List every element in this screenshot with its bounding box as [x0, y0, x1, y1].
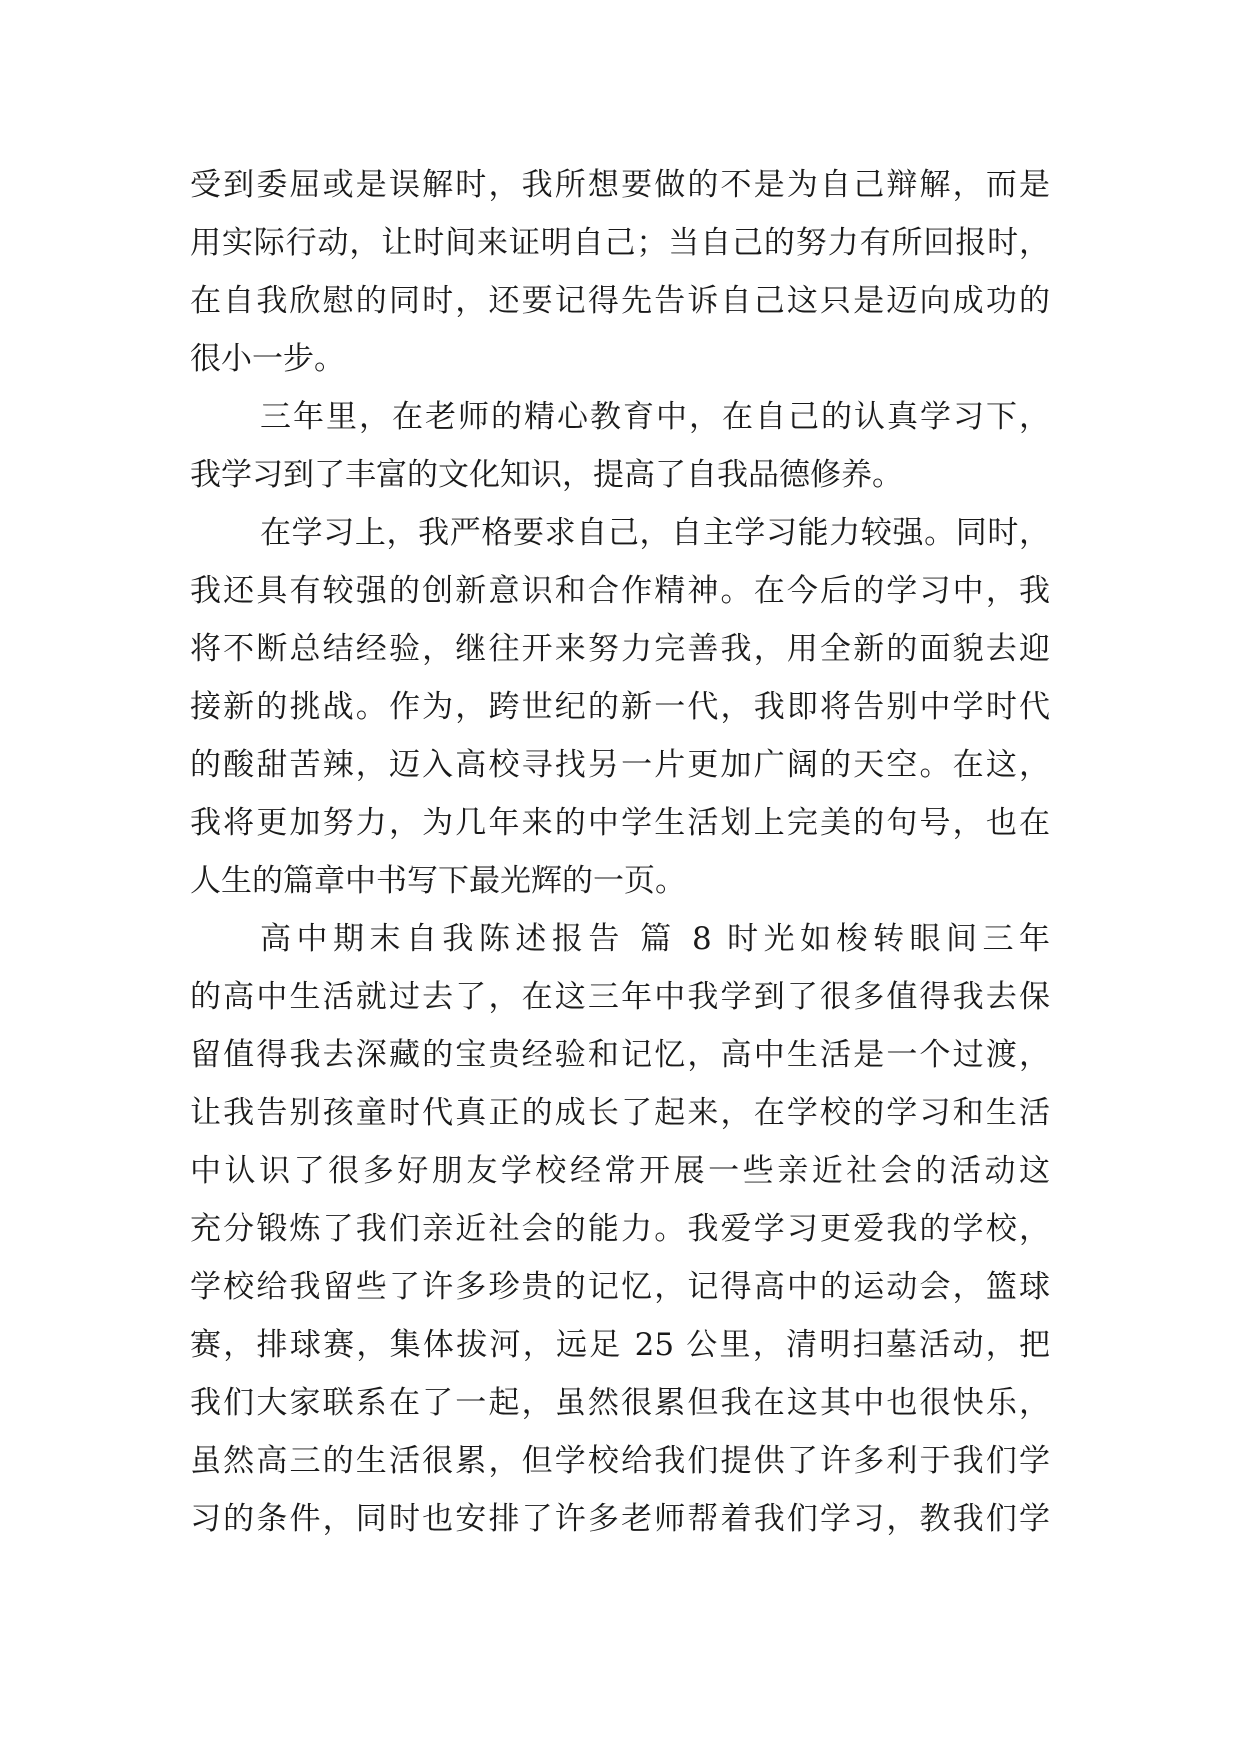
text-line: 人生的篇章中书写下最光辉的一页。: [190, 863, 686, 899]
paragraph: [190, 388, 1050, 504]
text-line: 我还具有较强的创新意识和合作精神。在今后的学习中，我: [190, 573, 1050, 609]
text-line: 虽然高三的生活很累，但学校给我们提供了许多利于我们学: [190, 1443, 1050, 1479]
text-line: 充分锻炼了我们亲近社会的能力。我爱学习更爱我的学校，: [190, 1211, 1050, 1247]
text-line: 赛，排球赛，集体拔河，远足 25 公里，清明扫墓活动，把: [190, 1327, 1050, 1363]
paragraph: [190, 504, 1050, 910]
text-line: 中认识了很多好朋友学校经常开展一些亲近社会的活动这: [190, 1153, 1050, 1189]
text-line: 学校给我留些了许多珍贵的记忆，记得高中的运动会，篮球: [190, 1269, 1050, 1305]
text-line: 让我告别孩童时代真正的成长了起来，在学校的学习和生活: [190, 1095, 1050, 1131]
paragraph: [190, 156, 1050, 388]
text-line: 在学习上，我严格要求自己，自主学习能力较强。同时，: [260, 515, 1050, 551]
text-line: 我将更加努力，为几年来的中学生活划上完美的句号，也在: [190, 805, 1050, 841]
text-line: 将不断总结经验，继往开来努力完善我，用全新的面貌去迎: [190, 631, 1050, 667]
text-line: 的酸甜苦辣，迈入高校寻找另一片更加广阔的天空。在这，: [190, 747, 1050, 783]
text-line: 在自我欣慰的同时，还要记得先告诉自己这只是迈向成功的: [190, 283, 1050, 319]
text-line: 我们大家联系在了一起，虽然很累但我在这其中也很快乐，: [190, 1385, 1050, 1421]
text-line: 我学习到了丰富的文化知识，提高了自我品德修养。: [190, 457, 903, 493]
text-line: 用实际行动，让时间来证明自己；当自己的努力有所回报时，: [190, 225, 1050, 261]
text-line: 很小一步。: [190, 341, 345, 377]
text-line: 高中期末自我陈述报告 篇 8 时光如梭转眼间三年: [260, 921, 1050, 957]
text-line: 留值得我去深藏的宝贵经验和记忆，高中生活是一个过渡，: [190, 1037, 1050, 1073]
document-body: [190, 156, 1050, 1548]
text-line: 三年里，在老师的精心教育中，在自己的认真学习下，: [260, 399, 1050, 435]
paragraph: [190, 910, 1050, 1548]
text-line: 受到委屈或是误解时，我所想要做的不是为自己辩解，而是: [190, 167, 1050, 203]
text-line: 的高中生活就过去了，在这三年中我学到了很多值得我去保: [190, 979, 1050, 1015]
text-line: 习的条件，同时也安排了许多老师帮着我们学习，教我们学: [190, 1501, 1050, 1537]
text-line: 接新的挑战。作为，跨世纪的新一代，我即将告别中学时代: [190, 689, 1050, 725]
